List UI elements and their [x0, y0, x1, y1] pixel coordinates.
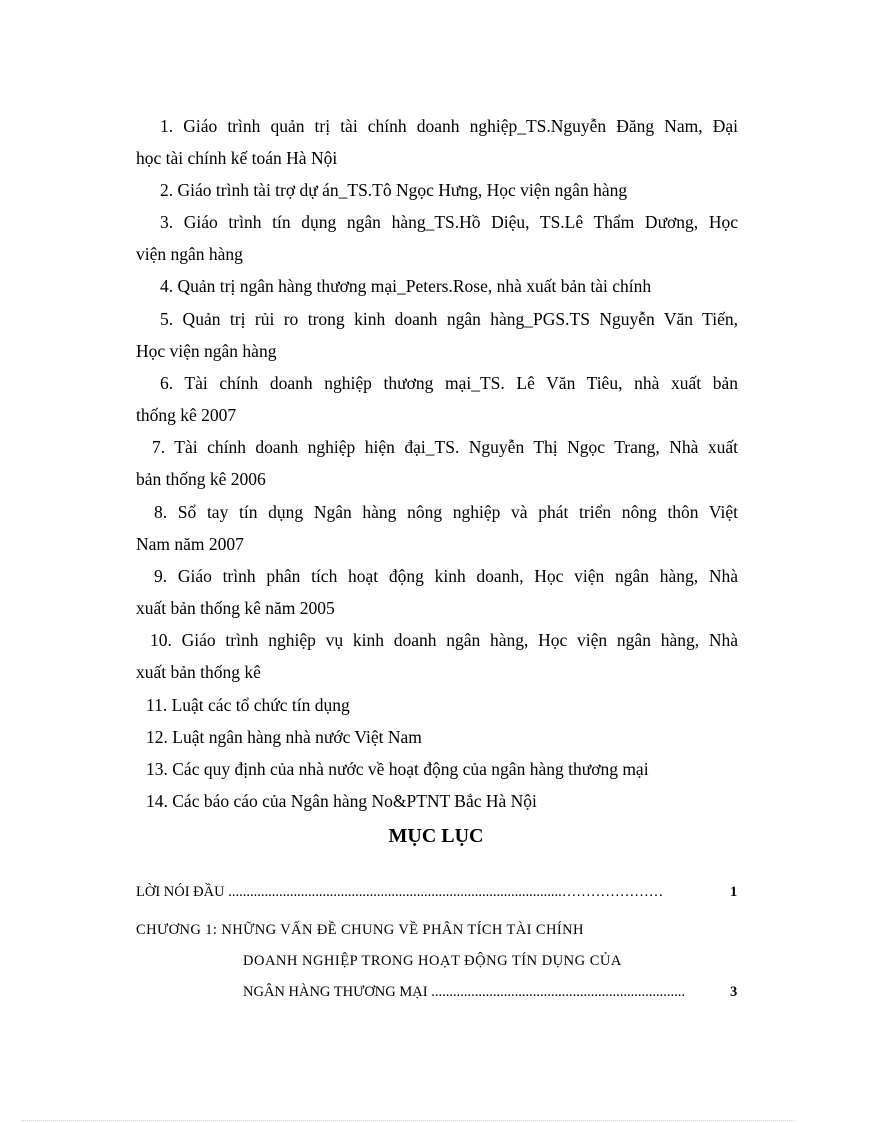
- toc-entry-label: NGÂN HÀNG THƯƠNG MẠI: [243, 984, 428, 1000]
- toc-entry-2: [136, 915, 584, 946]
- reference-line: học tài chính kế toán Hà Nội: [136, 148, 338, 168]
- reference-line: Học viện ngân hàng: [136, 341, 277, 361]
- toc-entry-page: 3: [730, 984, 738, 1000]
- reference-item-13: 13. Các quy định của nhà nước về hoạt động của ngân hàng thương mại: [146, 759, 649, 779]
- reference-line: viện ngân hàng: [136, 244, 243, 264]
- toc-entry-label: CHƯƠNG 1: NHỮNG VẤN ĐỀ CHUNG VỀ PHÂN TÍCH TÀI CHÍNH: [136, 922, 584, 938]
- reference-line: Nam năm 2007: [136, 534, 244, 554]
- reference-line: 8. Sổ tay tín dụng Ngân hàng nông nghiệp và phát triển nông thôn Việt: [154, 502, 738, 522]
- reference-item-10: [136, 624, 738, 688]
- reference-line: xuất bản thống kê năm 2005: [136, 598, 335, 618]
- reference-item-11: 11. Luật các tổ chức tín dụng: [146, 695, 350, 715]
- reference-line: 5. Quản trị rủi ro trong kinh doanh ngân hàng_PGS.TS Nguyễn Văn Tiến,: [160, 309, 738, 329]
- toc-entry-2-line-2: DOANH NGHIỆP TRONG HOẠT ĐỘNG TÍN DỤNG CỦA: [243, 953, 622, 969]
- reference-line: 10. Giáo trình nghiệp vụ kinh doanh ngân hàng, Học viện ngân hàng, Nhà: [150, 630, 738, 650]
- reference-line: 1. Giáo trình quản trị tài chính doanh nghiệp_TS.Nguyễn Đăng Nam, Đại: [160, 116, 738, 136]
- reference-item-14: 14. Các báo cáo của Ngân hàng No&PTNT Bắc Hà Nội: [146, 791, 537, 811]
- reference-line: 9. Giáo trình phân tích hoạt động kinh doanh, Học viện ngân hàng, Nhà: [154, 566, 738, 586]
- reference-item-7: [136, 431, 738, 495]
- reference-item-4: 4. Quản trị ngân hàng thương mại_Peters.Rose, nhà xuất bản tài chính: [160, 276, 652, 296]
- reference-line: 6. Tài chính doanh nghiệp thương mại_TS. Lê Văn Tiêu, nhà xuất bản: [160, 373, 738, 393]
- toc-entry-page: 1: [730, 884, 738, 900]
- reference-item-1: [136, 110, 738, 174]
- reference-item-6: [136, 367, 738, 431]
- page-bottom-border: [22, 1120, 794, 1121]
- reference-line: 3. Giáo trình tín dụng ngân hàng_TS.Hồ Diệu, TS.Lê Thẩm Dương, Học: [160, 212, 738, 232]
- reference-item-5: [136, 303, 738, 367]
- toc-entry-2-line-3: [243, 977, 685, 1008]
- reference-line: thống kê 2007: [136, 405, 237, 425]
- toc-title: MỤC LỤC: [388, 825, 484, 847]
- toc-entry-1: [136, 877, 690, 908]
- toc-leader-dots: ......................................................................: [431, 984, 685, 1000]
- toc-leader-dots: ............................................................................................…………………: [228, 884, 664, 900]
- reference-line: bản thống kê 2006: [136, 469, 266, 489]
- reference-item-9: [136, 560, 738, 624]
- reference-line: xuất bản thống kê: [136, 662, 261, 682]
- reference-line: 7. Tài chính doanh nghiệp hiện đại_TS. Nguyễn Thị Ngọc Trang, Nhà xuất: [152, 437, 738, 457]
- reference-item-12: 12. Luật ngân hàng nhà nước Việt Nam: [146, 727, 422, 747]
- reference-item-3: [136, 206, 738, 270]
- reference-item-8: [136, 496, 738, 560]
- reference-item-2: 2. Giáo trình tài trợ dự án_TS.Tô Ngọc Hưng, Học viện ngân hàng: [160, 180, 628, 200]
- toc-entry-label: LỜI NÓI ĐẦU: [136, 884, 225, 900]
